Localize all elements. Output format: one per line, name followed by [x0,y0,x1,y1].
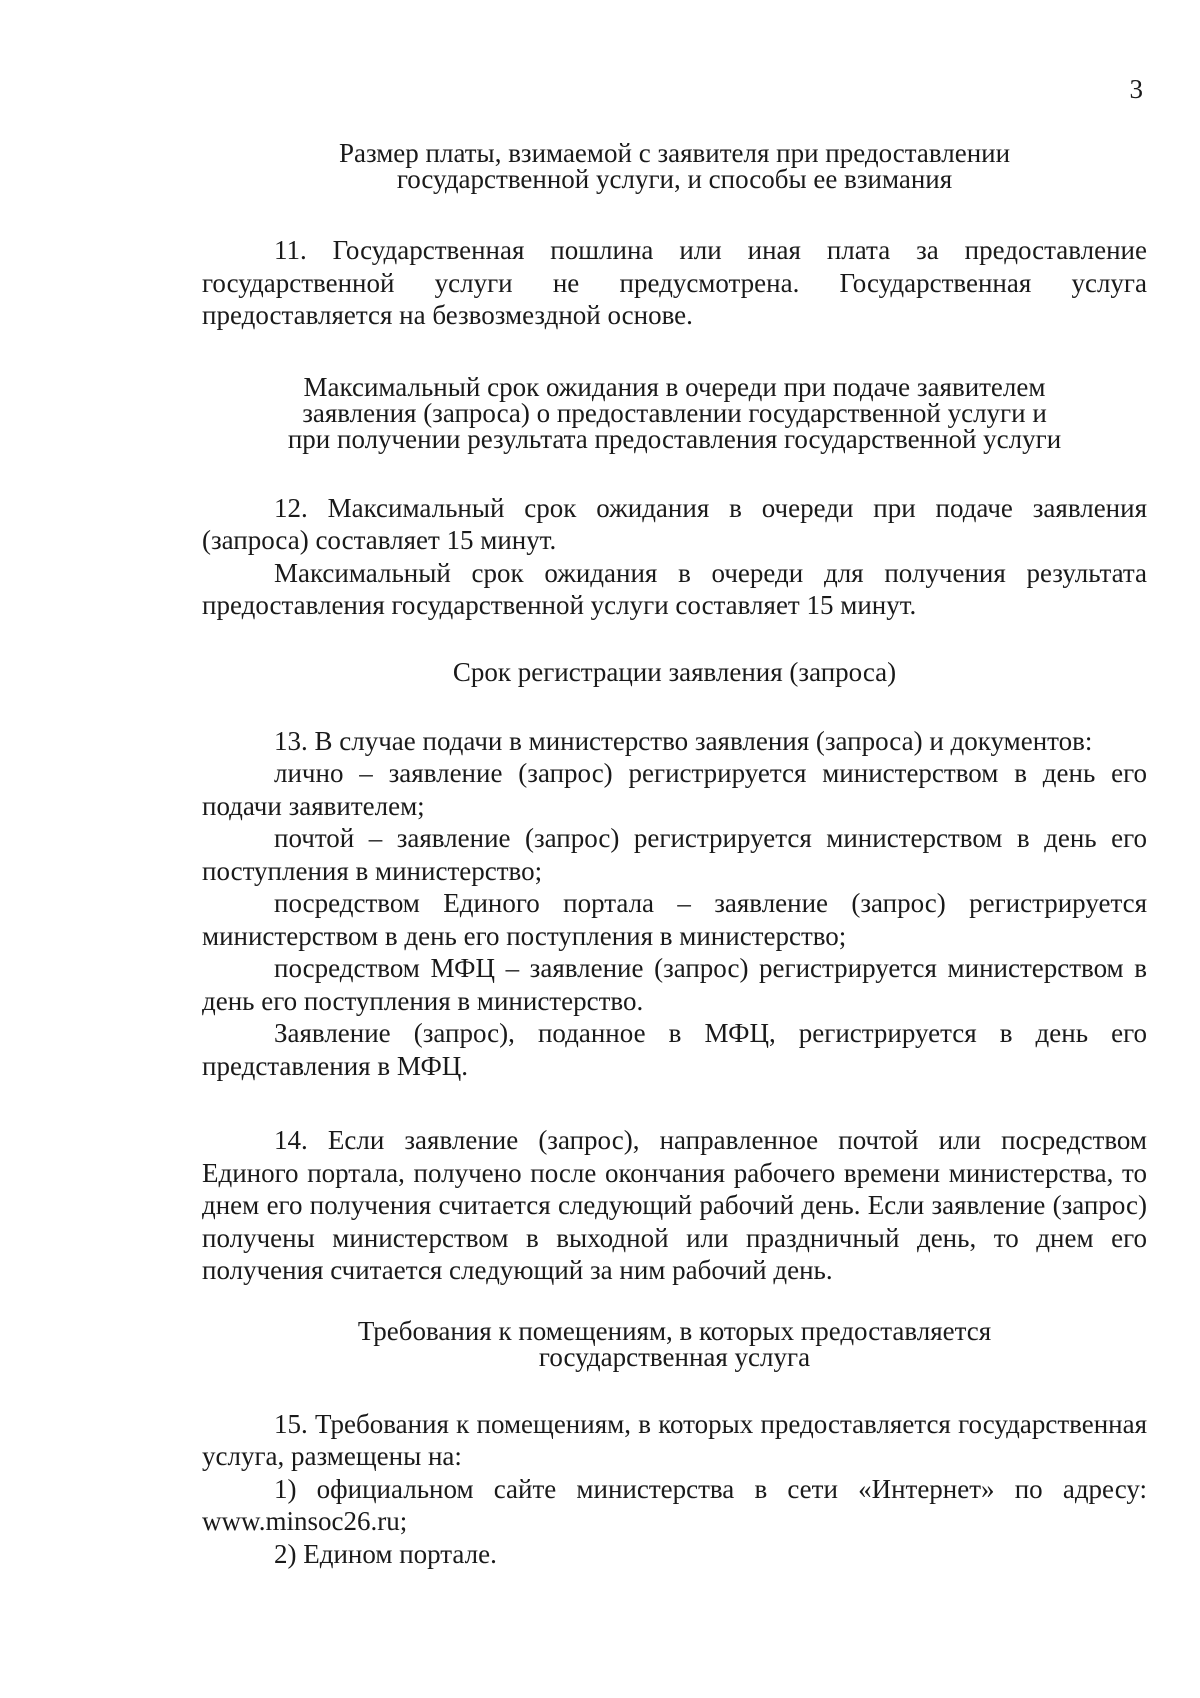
section-heading-waiting-time: Максимальный срок ожидания в очереди при подаче заявителем заявления (запроса) о предоставлении государственной услуги и при получении результата предоставления государственной услуги [287,371,1062,454]
paragraph-13-mfc: посредством МФЦ – заявление (запрос) регистрируется министерством в день его поступления в министерство. [202,953,1147,1016]
section-heading-registration: Срок регистрации заявления (запроса) [452,656,897,687]
paragraph-15-website: 1) официальном сайте министерства в сети «Интернет» по адресу: www.minsoc26.ru; [202,1473,1147,1536]
paragraph-11: 11. Государственная пошлина или иная плата за предоставление государственной услуги не предусмотрена. Государственная услуга предоставляется на безвозмездной основе. [202,235,1147,330]
paragraph-13-portal: посредством Единого портала – заявление (запрос) регистрируется министерством в день его поступления в министерство; [202,888,1147,951]
paragraph-12: 12. Максимальный срок ожидания в очереди при подаче заявления (запроса) составляет 15 минут. [202,492,1147,555]
paragraph-15: 15. Требования к помещениям, в которых предоставляется государственная услуга, размещены на: [202,1408,1147,1471]
paragraph-13-in-person: лично – заявление (запрос) регистрируется министерством в день его подачи заявителем; [202,758,1147,821]
page-number: 3 [1129,74,1143,104]
paragraph-12-result: Максимальный срок ожидания в очереди для получения результата предоставления государственной услуги составляет 15 минут. [202,557,1147,620]
section-heading-premises: Требования к помещениям, в которых предоставляется государственная услуга [357,1315,992,1372]
paragraph-13-mail: почтой – заявление (запрос) регистрируется министерством в день его поступления в министерство; [202,823,1147,886]
paragraph-15-portal: 2) Едином портале. [274,1538,497,1569]
paragraph-14: 14. Если заявление (запрос), направленное почтой или посредством Единого портала, получено после окончания рабочего времени министерства, то днем его получения считается следующий рабочий день. Если заявление (запрос) получены министерством в выходной или праздничный день, то днем его получения считается следующий за ним рабочий день. [202,1125,1147,1285]
paragraph-13: 13. В случае подачи в министерство заявления (запроса) и документов: [274,725,1093,756]
document-body [202,140,1147,1570]
section-heading-fee: Размер платы, взимаемой с заявителя при предоставлении государственной услуги, и способы ее взимания [338,138,1011,194]
paragraph-13-mfc-submitted: Заявление (запрос), поданное в МФЦ, регистрируется в день его представления в МФЦ. [202,1018,1147,1081]
